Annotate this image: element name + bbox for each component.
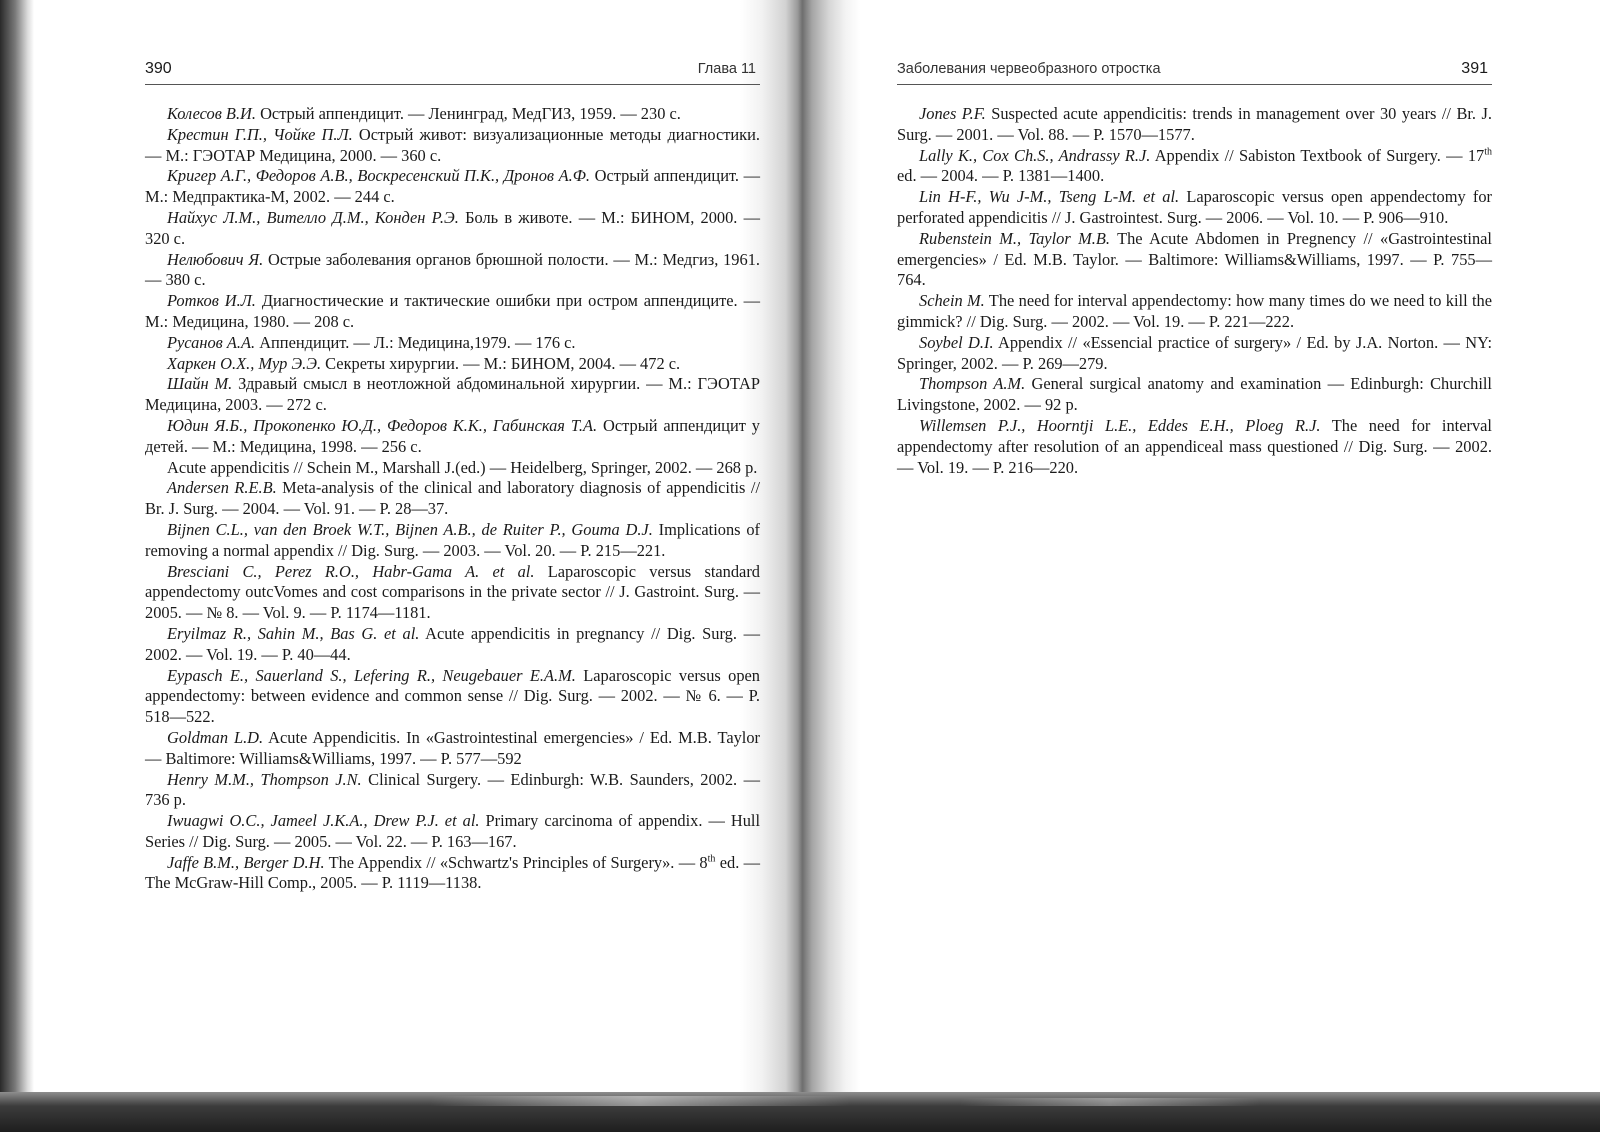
reference-entry (145, 811, 760, 853)
reference-authors: Кригер А.Г., Федоров А.В., Воскресенский П.К., Дронов А.Ф. (167, 166, 590, 186)
reference-entry (145, 562, 760, 624)
reference-authors: Шайн М. (167, 374, 233, 394)
reference-text: Боль в животе. — М.: БИНОМ, 2000. — 320 с. (145, 207, 760, 248)
page-number: 390 (145, 60, 172, 77)
reference-text: The need for interval appendectomy: how many times do we need to kill the gimmick? // Dig. Surg. — 2002. — Vol. 19. — P. 221—222. (897, 291, 1492, 331)
reference-authors: Русанов А.А. (167, 332, 256, 352)
reference-entry (145, 478, 760, 520)
right-page-header (897, 60, 1492, 85)
reference-authors: Bijnen C.L., van den Broek W.T., Bijnen A.B., de Ruiter P., Gouma D.J. (167, 519, 653, 539)
reference-text: Laparoscopic versus standard appendectomy outcVomes and cost comparisons in the private sector // J. Gastroint. Surg. — 2005. — № 8. — Vol. 9. — P. 1174—1181. (145, 561, 760, 623)
reference-authors: Юдин Я.Б., Прокопенко Ю.Д., Федоров К.К., Габинская Т.А. (167, 415, 598, 435)
reference-text: Laparoscopic versus open appendectomy: between evidence and common sense // Dig. Surg. — 2002. — № 6. — P. 518—522. (145, 665, 760, 727)
reference-authors: Schein M. (919, 291, 985, 311)
reference-entry (897, 104, 1492, 146)
reference-entry (145, 853, 760, 895)
reference-authors: Eryilmaz R., Sahin M., Bas G. et al. (167, 623, 420, 643)
reference-authors: Харкен О.Х., Мур Э.Э. (167, 353, 322, 373)
reference-entry (145, 104, 760, 125)
reference-authors: Willemsen P.J., Hoorntji L.E., Eddes E.H., Ploeg R.J. (919, 415, 1321, 435)
reference-entry (145, 770, 760, 812)
reference-authors: Колесов В.И. (167, 104, 256, 123)
reference-text: Острые заболевания органов брюшной полости. — М.: Медгиз, 1961. — 380 с. (145, 249, 760, 290)
reference-text: Laparoscopic versus open appendectomy for perforated appendicitis // J. Gastrointest. Surg. — 2006. — Vol. 10. — P. 906—910. (897, 187, 1492, 227)
reference-text: Острый аппендицит. — Ленинград, МедГИЗ, 1959. — 230 с. (255, 104, 681, 123)
reference-list (897, 104, 1492, 478)
reference-text: ed. — The McGraw-Hill Comp., 2005. — P. 1119—1138. (145, 852, 760, 893)
reference-entry (145, 666, 760, 728)
running-head: Заболевания червеобразного отростка (897, 61, 1161, 77)
reference-text: Здравый смысл в неотложной абдоминальной хирургии. — М.: ГЭОТАР Медицина, 2003. — 272 с. (145, 374, 760, 415)
reference-authors: Bresciani C., Perez R.O., Habr-Gama A. et al. (167, 561, 535, 581)
reference-entry (145, 208, 760, 250)
reference-list (145, 104, 760, 894)
reference-entry (145, 728, 760, 770)
left-page-header (145, 60, 760, 85)
reference-text: Острый живот: визуализационные методы диагностики. — М.: ГЭОТАР Медицина, 2000. — 360 с. (145, 124, 760, 165)
reference-entry (145, 458, 760, 479)
scanner-highlight (960, 1098, 1260, 1106)
reference-text: The Appendix // «Schwartz's Principles of Surgery». — 8 (324, 852, 708, 872)
page-number: 391 (1461, 60, 1488, 77)
reference-entry (897, 187, 1492, 229)
reference-authors: Rubenstein M., Taylor M.B. (919, 228, 1110, 248)
reference-entry (897, 416, 1492, 478)
reference-text: Clinical Surgery. — Edinburgh: W.B. Saunders, 2002. — 736 p. (145, 769, 760, 810)
reference-authors: Jones P.F. (919, 104, 986, 123)
reference-text: Acute appendicitis // Schein M., Marshall J.(ed.) — Heidelberg, Springer, 2002. — 268 p. (167, 457, 758, 477)
reference-text: Секреты хирургии. — М.: БИНОМ, 2004. — 472 с. (321, 353, 681, 373)
reference-text: The need for interval appendectomy after resolution of an appendiceal mass questioned // Dig. Surg. — 2002. — Vol. 19. — P. 216—220. (897, 415, 1492, 477)
reference-entry (145, 333, 760, 354)
reference-text: Диагностические и тактические ошибки при остром аппендиците. — М.: Медицина, 1980. — 208 с. (145, 291, 760, 331)
reference-entry (897, 374, 1492, 416)
superscript: th (1484, 146, 1492, 158)
reference-entry (897, 146, 1492, 188)
reference-text: The Acute Abdomen in Pregnency // «Gastrointestinal emergencies» / Ed. M.B. Taylor. — Baltimore: Williams&Williams, 1997. — P. 755—764. (897, 228, 1492, 290)
reference-text: General surgical anatomy and examination — Edinburgh: Churchill Livingstone, 2002. — 92 p. (897, 374, 1492, 415)
reference-entry (145, 125, 760, 167)
reference-authors: Lally K., Cox Ch.S., Andrassy R.J. (919, 145, 1151, 165)
reference-authors: Andersen R.E.B. (167, 478, 277, 498)
reference-entry (145, 374, 760, 416)
reference-entry (145, 416, 760, 458)
reference-authors: Henry M.M., Thompson J.N. (167, 769, 362, 789)
reference-entry (145, 250, 760, 292)
reference-entry (145, 624, 760, 666)
reference-authors: Нелюбович Я. (167, 249, 264, 269)
reference-text: Acute appendicitis in pregnancy // Dig. Surg. — 2002. — Vol. 19. — P. 40—44. (145, 623, 760, 664)
reference-text: Acute Appendicitis. In «Gastrointestinal emergencies» / Ed. M.B. Taylor — Baltimore: Williams&Williams, 1997. — P. 577—592 (145, 727, 761, 768)
reference-text: Острый аппендицит у детей. — М.: Медицина, 1998. — 256 с. (145, 415, 760, 456)
reference-authors: Soybel D.I. (919, 332, 994, 352)
page-edge-shadow (0, 0, 34, 1132)
reference-authors: Jaffe B.M., Berger D.H. (167, 852, 325, 872)
reference-entry (145, 166, 760, 208)
reference-text: Appendix // «Essencial practice of surgery» / Ed. by J.A. Norton. — NY: Springer, 2002. — P. 269—279. (897, 332, 1492, 373)
reference-text: Appendix // Sabiston Textbook of Surgery. — 17 (1150, 145, 1485, 165)
reference-text: Implications of removing a normal appendix // Dig. Surg. — 2003. — Vol. 20. — P. 215—221. (145, 519, 760, 560)
reference-authors: Ротков И.Л. (167, 291, 256, 311)
running-head: Глава 11 (697, 61, 756, 77)
reference-text: Аппендицит. — Л.: Медицина,1979. — 176 с. (255, 332, 576, 352)
reference-entry (145, 520, 760, 562)
reference-entry (897, 229, 1492, 291)
superscript: th (707, 853, 716, 865)
reference-text: ed. — 2004. — P. 1381—1400. (897, 166, 1105, 186)
reference-authors: Thompson A.M. (919, 374, 1026, 394)
reference-authors: Iwuagwi O.C., Jameel J.K.A., Drew P.J. et al. (167, 811, 480, 831)
reference-text: Suspected acute appendicitis: trends in management over 30 years // Br. J. Surg. — 2001. — Vol. 88. — P. 1570—1577. (897, 104, 1492, 144)
reference-authors: Eypasch E., Sauerland S., Lefering R., Neugebauer E.A.M. (167, 665, 576, 685)
reference-text: Primary carcinoma of appendix. — Hull Series // Dig. Surg. — 2005. — Vol. 22. — P. 163—167. (145, 811, 760, 851)
reference-entry (145, 291, 760, 333)
scanner-highlight (430, 1096, 850, 1106)
reference-authors: Lin H-F., Wu J-M., Tseng L-M. et al. (919, 187, 1180, 207)
reference-authors: Найхус Л.М., Вителло Д.М., Конден Р.Э. (167, 207, 459, 227)
reference-text: Meta-analysis of the clinical and laboratory diagnosis of appendicitis // Br. J. Surg. — 2004. — Vol. 91. — P. 28—37. (145, 478, 761, 519)
reference-entry (145, 354, 760, 375)
reference-authors: Крестин Г.П., Чойке П.Л. (167, 124, 353, 144)
reference-text: Острый аппендицит. — М.: Медпрактика-М, 2002. — 244 с. (145, 166, 760, 207)
scanner-bottom-edge (0, 1092, 1600, 1132)
reference-entry (897, 291, 1492, 333)
reference-entry (897, 333, 1492, 375)
reference-authors: Goldman L.D. (167, 727, 264, 747)
